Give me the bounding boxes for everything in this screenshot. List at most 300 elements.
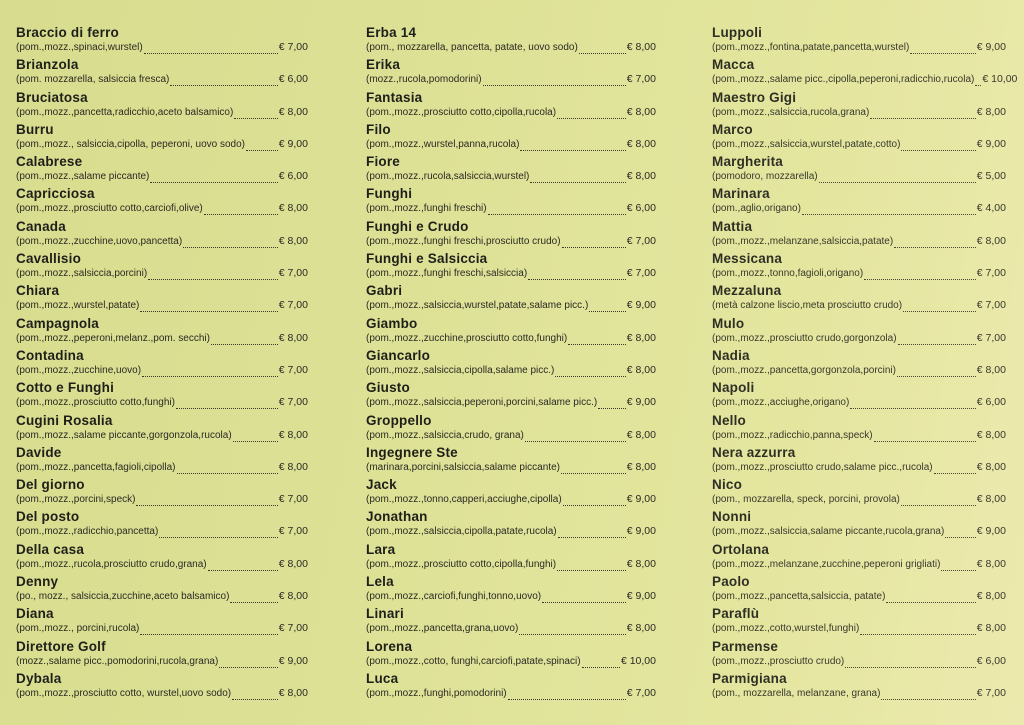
pizza-price: € 9,00 (976, 525, 1006, 538)
pizza-detail-line (10, 558, 308, 571)
pizza-detail-line (706, 493, 1006, 506)
pizza-name: Gabri (366, 283, 403, 299)
pizza-detail-line (706, 364, 1006, 377)
pizza-price: € 8,00 (278, 590, 308, 603)
dot-leader (562, 238, 626, 248)
pizza-name: Parmense (712, 638, 779, 654)
menu-item (360, 573, 656, 605)
menu-item (706, 315, 1006, 347)
menu-item (706, 282, 1006, 314)
pizza-detail-line (10, 364, 308, 377)
dot-leader (557, 561, 626, 571)
pizza-name: Mezzaluna (712, 283, 782, 299)
pizza-name: Della casa (16, 541, 85, 557)
menu-item (10, 605, 308, 637)
dot-leader (148, 270, 278, 280)
dot-leader (183, 238, 278, 248)
pizza-detail-line (706, 235, 1006, 248)
menu-item (706, 444, 1006, 476)
pizza-name: Giancarlo (366, 347, 431, 363)
pizza-ingredients: (pomodoro, mozzarella) (712, 171, 818, 183)
menu-item (360, 218, 656, 250)
pizza-ingredients: (pom.,mozz.,prosciutto crudo,salame picc.,rucola) (712, 461, 933, 473)
menu-item (10, 347, 308, 379)
dot-leader (520, 141, 625, 151)
pizza-detail-line (10, 493, 308, 506)
pizza-price: € 8,00 (278, 105, 308, 118)
pizza-price: € 8,00 (976, 363, 1006, 376)
dot-leader (886, 593, 975, 603)
pizza-detail-line (10, 622, 308, 635)
dot-leader (819, 173, 976, 183)
menu-item (706, 573, 1006, 605)
pizza-ingredients: (pom.,mozz.,funghi freschi,salsiccia) (366, 268, 528, 280)
menu-item (360, 56, 656, 88)
menu-item (10, 670, 308, 702)
pizza-ingredients: (pom.,mozz.,salsiccia,peperoni,porcini,salame picc.) (366, 397, 598, 409)
dot-leader (150, 173, 277, 183)
dot-leader (140, 625, 277, 635)
dot-leader (941, 561, 975, 571)
pizza-ingredients: (pom.,mozz.,salsiccia,rucola,grana) (712, 106, 870, 118)
pizza-name: Calabrese (16, 154, 83, 170)
pizza-ingredients: (pom.,mozz.,salsiccia,crudo, grana) (366, 429, 524, 441)
pizza-ingredients: (pom.,mozz.,zucchine,uovo,pancetta) (16, 235, 183, 247)
pizza-price: € 8,00 (976, 493, 1006, 506)
menu-item (10, 379, 308, 411)
pizza-price: € 9,00 (626, 590, 656, 603)
pizza-detail-line (10, 525, 308, 538)
pizza-name: Denny (16, 574, 59, 590)
dot-leader (557, 109, 626, 119)
dot-leader (525, 432, 626, 442)
menu-item (706, 56, 1018, 88)
pizza-price: € 6,00 (976, 654, 1006, 667)
pizza-ingredients: (pom.,mozz.,rucola,salsiccia,wurstel) (366, 171, 530, 183)
pizza-detail-line (706, 429, 1006, 442)
dot-leader (881, 690, 975, 700)
pizza-price: € 7,00 (278, 363, 308, 376)
pizza-ingredients: (pom.,mozz.,pancetta,grana,uovo) (366, 623, 519, 635)
pizza-price: € 9,00 (626, 525, 656, 538)
pizza-price: € 8,00 (976, 590, 1006, 603)
pizza-detail-line (10, 41, 308, 54)
pizza-name: Dybala (16, 670, 62, 686)
dot-leader (234, 109, 277, 119)
menu-column-3 (706, 24, 1018, 702)
dot-leader (845, 658, 976, 668)
menu-item (10, 282, 308, 314)
pizza-ingredients: (pom.,mozz.,salsiccia,porcini) (16, 268, 148, 280)
pizza-ingredients: (pom.,mozz.,funghi freschi,prosciutto crudo) (366, 235, 561, 247)
pizza-ingredients: (pom.,mozz.,prosciutto cotto, wurstel,uovo sodo) (16, 687, 232, 699)
dot-leader (561, 464, 626, 474)
menu-item (360, 476, 656, 508)
pizza-price: € 7,00 (976, 299, 1006, 312)
dot-leader (136, 496, 277, 506)
pizza-price: € 8,00 (278, 460, 308, 473)
pizza-detail-line (360, 73, 656, 86)
pizza-price: € 9,00 (626, 396, 656, 409)
menu-item (360, 412, 656, 444)
menu-item (10, 508, 308, 540)
pizza-name: Messicana (712, 251, 783, 267)
menu-item (360, 185, 656, 217)
pizza-name: Maestro Gigi (712, 89, 797, 105)
dot-leader (870, 109, 976, 119)
pizza-ingredients: (pom.,mozz.,wurstel,patate) (16, 300, 140, 312)
pizza-detail-line (360, 332, 656, 345)
pizza-price: € 7,00 (278, 622, 308, 635)
pizza-ingredients: (pom.,mozz.,melanzane,salsiccia,patate) (712, 235, 894, 247)
pizza-ingredients: (pom.,mozz.,prosciutto cotto,cipolla,funghi) (366, 558, 557, 570)
pizza-name: Erba 14 (366, 25, 417, 40)
pizza-detail-line (360, 558, 656, 571)
pizza-detail-line (706, 655, 1006, 668)
pizza-price: € 7,00 (278, 41, 308, 53)
pizza-price: € 8,00 (626, 170, 656, 183)
pizza-detail-line (360, 687, 656, 700)
pizza-price: € 6,00 (278, 73, 308, 86)
pizza-ingredients: (pom.,mozz.,salsiccia,cipolla,patate,rucola) (366, 526, 557, 538)
menu-item (10, 56, 308, 88)
pizza-name: Margherita (712, 154, 784, 170)
pizza-detail-line (10, 267, 308, 280)
pizza-name: Nera azzurra (712, 444, 796, 460)
pizza-detail-line (360, 655, 656, 668)
pizza-name: Capricciosa (16, 186, 95, 202)
pizza-price: € 7,00 (278, 493, 308, 506)
pizza-ingredients: (pom. mozzarella, salsiccia fresca) (16, 74, 170, 86)
dot-leader (582, 658, 620, 668)
pizza-name: Contadina (16, 347, 84, 363)
pizza-name: Luppoli (712, 25, 763, 40)
pizza-ingredients: (pom.,mozz.,zucchine,prosciutto cotto,funghi) (366, 332, 568, 344)
pizza-price: € 8,00 (976, 460, 1006, 473)
pizza-ingredients: (pom.,mozz.,funghi freschi) (366, 203, 487, 215)
menu-item (10, 315, 308, 347)
menu-item (706, 412, 1006, 444)
pizza-name: Cugini Rosalia (16, 412, 113, 428)
pizza-price: € 4,00 (976, 202, 1006, 215)
menu-item (706, 185, 1006, 217)
pizza-name: Chiara (16, 283, 60, 299)
pizza-detail-line (706, 299, 1006, 312)
pizza-name: Fiore (366, 154, 401, 170)
pizza-ingredients: (pom.,mozz.,pancetta,gorgonzola,porcini) (712, 364, 896, 376)
pizza-price: € 7,00 (976, 267, 1006, 280)
pizza-detail-line (360, 396, 656, 409)
menu-item (706, 153, 1006, 185)
pizza-detail-line (10, 106, 308, 119)
pizza-ingredients: (pom.,mozz.,salsiccia,wurstel,patate,salame picc.) (366, 300, 589, 312)
dot-leader (898, 335, 976, 345)
pizza-detail-line (706, 396, 1006, 409)
menu-item (706, 121, 1006, 153)
pizza-price: € 8,00 (626, 105, 656, 118)
pizza-detail-line (360, 170, 656, 183)
pizza-ingredients: (pom., mozzarella, melanzane, grana) (712, 687, 881, 699)
menu-item (360, 379, 656, 411)
pizza-name: Lorena (366, 638, 413, 654)
dot-leader (142, 367, 278, 377)
pizza-ingredients: (pom.,mozz.,cotto,wurstel,funghi) (712, 623, 860, 635)
pizza-ingredients: (pom.,mozz.,radicchio,panna,speck) (712, 429, 873, 441)
pizza-name: Bruciatosa (16, 89, 88, 105)
pizza-price: € 8,00 (976, 557, 1006, 570)
pizza-name: Lara (366, 541, 396, 557)
pizza-name: Braccio di ferro (16, 25, 119, 40)
pizza-ingredients: (pom.,mozz.,prosciutto cotto,carciofi,olive) (16, 203, 203, 215)
dot-leader (945, 528, 975, 538)
pizza-detail-line (360, 590, 656, 603)
pizza-price: € 9,00 (278, 654, 308, 667)
pizza-detail-line (706, 558, 1006, 571)
dot-leader (897, 367, 976, 377)
pizza-price: € 6,00 (976, 396, 1006, 409)
pizza-detail-line (360, 235, 656, 248)
pizza-detail-line (360, 41, 656, 54)
menu-item (10, 24, 308, 56)
pizza-detail-line (360, 138, 656, 151)
dot-leader (894, 238, 976, 248)
menu-item (360, 315, 656, 347)
pizza-price: € 6,00 (626, 202, 656, 215)
dot-leader (558, 528, 626, 538)
pizza-price: € 7,00 (626, 73, 656, 86)
pizza-detail-line (360, 106, 656, 119)
pizza-detail-line (706, 267, 1006, 280)
pizza-ingredients: (pom.,mozz.,porcini,speck) (16, 494, 136, 506)
pizza-price: € 8,00 (626, 137, 656, 150)
pizza-price: € 8,00 (626, 331, 656, 344)
pizza-ingredients: (pom.,mozz.,funghi,pomodorini) (366, 687, 507, 699)
pizza-price: € 8,00 (626, 428, 656, 441)
menu-item (706, 541, 1006, 573)
pizza-name: Nello (712, 412, 747, 428)
dot-leader (579, 44, 626, 54)
pizza-name: Lela (366, 574, 394, 590)
pizza-price: € 8,00 (976, 428, 1006, 441)
menu-item (706, 89, 1006, 121)
pizza-price: € 7,00 (626, 267, 656, 280)
pizza-name: Cotto e Funghi (16, 380, 115, 396)
pizza-ingredients: (pom., mozzarella, speck, porcini, provola) (712, 494, 900, 506)
pizza-price: € 8,00 (278, 428, 308, 441)
pizza-price: € 8,00 (626, 41, 656, 53)
pizza-ingredients: (pom.,mozz.,prosciutto crudo) (712, 655, 845, 667)
menu-item (360, 153, 656, 185)
dot-leader (850, 399, 976, 409)
pizza-price: € 5,00 (976, 170, 1006, 183)
pizza-ingredients: (pom.,mozz.,salsiccia,cipolla,salame picc.) (366, 364, 555, 376)
pizza-ingredients: (pom.,mozz.,pancetta,radicchio,aceto balsamico) (16, 106, 234, 118)
pizza-ingredients: (marinara,porcini,salsiccia,salame piccante) (366, 461, 560, 473)
menu-item (10, 638, 308, 670)
pizza-detail-line (706, 332, 1006, 345)
pizza-detail-line (706, 41, 1006, 54)
pizza-name: Funghi e Salsiccia (366, 251, 488, 267)
menu-item (360, 24, 656, 56)
pizza-price: € 7,00 (976, 331, 1006, 344)
pizza-ingredients: (pom.,mozz.,peperoni,melanz.,pom. secchi) (16, 332, 210, 344)
pizza-detail-line (706, 170, 1006, 183)
pizza-price: € 8,00 (626, 557, 656, 570)
pizza-detail-line (706, 461, 1006, 474)
dot-leader (488, 205, 626, 215)
dot-leader (874, 432, 976, 442)
dot-leader (140, 302, 277, 312)
menu-item (360, 282, 656, 314)
pizza-ingredients: (pom.,mozz.,wurstel,panna,rucola) (366, 138, 520, 150)
pizza-name: Napoli (712, 380, 755, 396)
menu-item (360, 605, 656, 637)
menu-item (10, 250, 308, 282)
pizza-name: Del giorno (16, 477, 85, 493)
menu-item (10, 412, 308, 444)
pizza-price: € 8,00 (976, 105, 1006, 118)
pizza-ingredients: (pom.,mozz.,pancetta,fagioli,cipolla) (16, 461, 176, 473)
pizza-detail-line (10, 687, 308, 700)
dot-leader (233, 432, 278, 442)
pizza-price: € 8,00 (626, 460, 656, 473)
pizza-name: Groppello (366, 412, 432, 428)
menu-item (360, 670, 656, 702)
pizza-detail-line (706, 73, 1018, 86)
pizza-name: Cavallisio (16, 251, 82, 267)
pizza-price: € 8,00 (278, 557, 308, 570)
pizza-ingredients: (pom.,mozz.,salame piccante) (16, 171, 150, 183)
dot-leader (144, 44, 278, 54)
pizza-price: € 10,00 (982, 73, 1018, 86)
pizza-price: € 9,00 (976, 41, 1006, 53)
pizza-detail-line (10, 429, 308, 442)
pizza-detail-line (360, 525, 656, 538)
pizza-price: € 8,00 (976, 622, 1006, 635)
pizza-ingredients: (pom.,mozz.,spinaci,wurstel) (16, 42, 143, 53)
pizza-price: € 8,00 (278, 686, 308, 699)
dot-leader (934, 464, 976, 474)
menu-item (10, 153, 308, 185)
pizza-price: € 7,00 (278, 525, 308, 538)
dot-leader (159, 528, 278, 538)
menu-item (706, 670, 1006, 702)
menu-item (706, 379, 1006, 411)
pizza-detail-line (10, 590, 308, 603)
dot-leader (211, 335, 278, 345)
pizza-ingredients: (po., mozz., salsiccia,zucchine,aceto balsamico) (16, 591, 230, 603)
pizza-ingredients: (pom.,mozz.,salsiccia,wurstel,patate,cotto) (712, 138, 901, 150)
pizza-detail-line (10, 299, 308, 312)
menu-item (10, 218, 308, 250)
pizza-price: € 9,00 (278, 137, 308, 150)
pizza-ingredients: (pom.,mozz.,tonno,capperi,acciughe,cipolla) (366, 494, 562, 506)
pizza-name: Parmigiana (712, 670, 787, 686)
pizza-ingredients: (pom., mozzarella, pancetta, patate, uovo sodo) (366, 42, 578, 53)
pizza-ingredients: (pom.,mozz.,prosciutto cotto,cipolla,rucola) (366, 106, 557, 118)
menu-item (10, 185, 308, 217)
pizza-ingredients: (pom.,mozz.,carciofi,funghi,tonno,uovo) (366, 591, 542, 603)
pizza-name: Marinara (712, 186, 770, 202)
pizza-name: Paraflù (712, 606, 760, 622)
pizza-name: Del posto (16, 509, 80, 525)
pizza-price: € 8,00 (626, 363, 656, 376)
pizza-name: Campagnola (16, 315, 100, 331)
pizza-detail-line (360, 429, 656, 442)
pizza-name: Mulo (712, 315, 745, 331)
dot-leader (542, 593, 626, 603)
menu-item (360, 121, 656, 153)
dot-leader (975, 76, 981, 86)
pizza-price: € 7,00 (976, 686, 1006, 699)
pizza-detail-line (706, 138, 1006, 151)
dot-leader (246, 141, 278, 151)
pizza-price: € 7,00 (278, 267, 308, 280)
menu-column-1 (10, 24, 308, 702)
menu-item (10, 573, 308, 605)
dot-leader (598, 399, 626, 409)
menu-item (10, 89, 308, 121)
pizza-price: € 8,00 (976, 234, 1006, 247)
pizza-name: Jonathan (366, 509, 428, 525)
dot-leader (563, 496, 626, 506)
pizza-ingredients: (pom.,mozz.,pancetta,salsiccia, patate) (712, 591, 886, 603)
pizza-ingredients: (pom.,mozz.,salame picc.,cipolla,peperoni,radicchio,rucola) (712, 74, 975, 86)
pizza-detail-line (10, 655, 308, 668)
pizza-detail-line (10, 202, 308, 215)
pizza-ingredients: (pom.,mozz.,melanzane,zucchine,peperoni grigliati) (712, 558, 941, 570)
dot-leader (170, 76, 277, 86)
pizza-detail-line (360, 267, 656, 280)
menu-item (360, 347, 656, 379)
dot-leader (528, 270, 626, 280)
menu-item (706, 508, 1006, 540)
pizza-price: € 9,00 (626, 299, 656, 312)
pizza-name: Luca (366, 670, 399, 686)
pizza-price: € 9,00 (626, 493, 656, 506)
menu-item (10, 444, 308, 476)
pizza-name: Jack (366, 477, 397, 493)
pizza-price: € 7,00 (626, 234, 656, 247)
pizza-detail-line (10, 332, 308, 345)
pizza-name: Paolo (712, 574, 750, 590)
pizza-detail-line (10, 138, 308, 151)
menu-item (360, 508, 656, 540)
pizza-detail-line (360, 461, 656, 474)
pizza-detail-line (360, 622, 656, 635)
dot-leader (204, 205, 278, 215)
dot-leader (219, 658, 277, 668)
pizza-name: Nonni (712, 509, 752, 525)
pizza-price: € 8,00 (278, 331, 308, 344)
pizza-ingredients: (pom.,mozz.,cotto, funghi,carciofi,patate,spinaci) (366, 655, 581, 667)
menu-item (706, 638, 1006, 670)
pizza-name: Erika (366, 57, 401, 73)
dot-leader (176, 399, 278, 409)
dot-leader (903, 302, 976, 312)
pizza-ingredients: (pom.,mozz.,acciughe,origano) (712, 397, 850, 409)
pizza-name: Direttore Golf (16, 638, 106, 654)
dot-leader (901, 496, 976, 506)
pizza-name: Giambo (366, 315, 418, 331)
pizza-name: Filo (366, 121, 391, 137)
pizza-name: Canada (16, 218, 66, 234)
menu-item (706, 347, 1006, 379)
dot-leader (208, 561, 278, 571)
pizza-name: Funghi e Crudo (366, 218, 469, 234)
menu-item (360, 444, 656, 476)
menu-column-2 (360, 24, 656, 702)
